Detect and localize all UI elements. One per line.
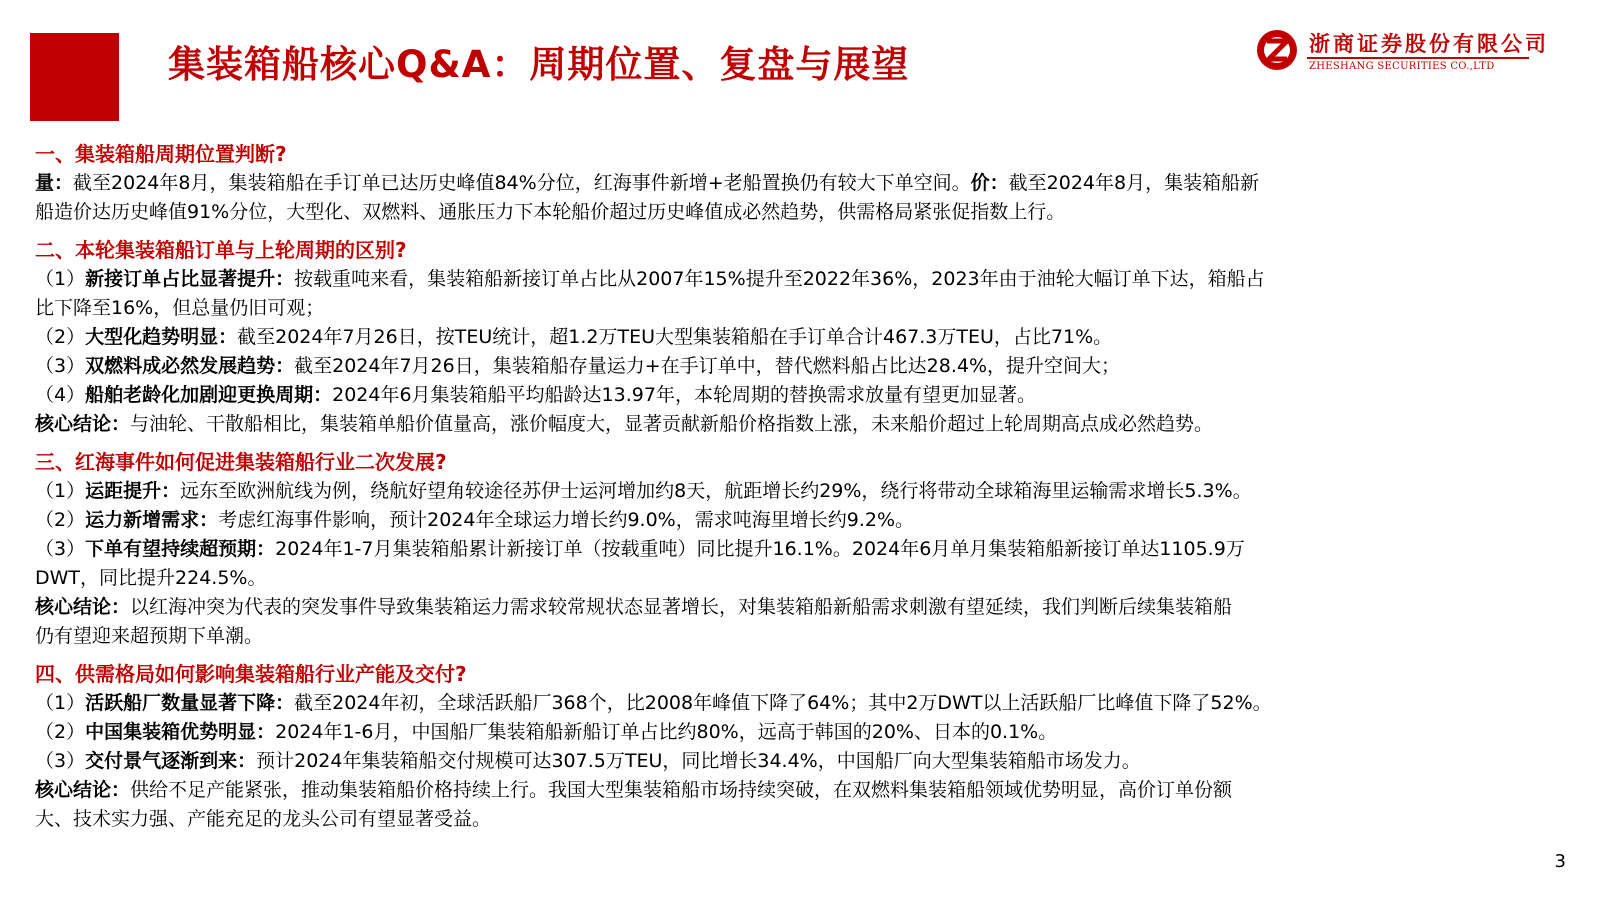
logo-company-name-cn: 浙商证券股份有限公司 bbox=[1309, 32, 1549, 56]
body-text: 截至2024年7月26日，按TEU统计，超1.2万TEU大型集装箱船在手订单合计467.3万TEU，占比71%。 bbox=[237, 326, 1113, 348]
title-accent-block bbox=[30, 33, 119, 121]
body-text: （3） bbox=[35, 538, 86, 560]
body-text: （1） bbox=[35, 480, 86, 502]
body-text: 截至2024年7月26日，集装箱船存量运力+在手订单中，替代燃料船占比达28.4%，提升空间大； bbox=[294, 355, 1121, 377]
body-text: （4） bbox=[35, 384, 86, 406]
paragraph-line bbox=[35, 718, 1555, 747]
bold-label: 量： bbox=[35, 172, 74, 194]
paragraph-line bbox=[35, 689, 1555, 718]
section-gap bbox=[35, 651, 1555, 659]
paragraph-line bbox=[35, 352, 1555, 381]
body-text: 2024年1-7月集装箱船累计新接订单（按载重吨）同比提升16.1%。2024年6月单月集装箱船新接订单达1105.9万 bbox=[275, 538, 1245, 560]
section-heading: 三、红海事件如何促进集装箱船行业二次发展? bbox=[35, 450, 447, 474]
paragraph-line bbox=[35, 410, 1555, 439]
body-text: 大、技术实力强、产能充足的龙头公司有望显著受益。 bbox=[35, 808, 492, 830]
logo-company-name-en: ZHESHANG SECURITIES CO.,LTD bbox=[1309, 61, 1495, 72]
body-text: （2） bbox=[35, 721, 86, 743]
body-text: 预计2024年集装箱船交付规模可达307.5万TEU，同比增长34.4%，中国船厂向大型集装箱船市场发力。 bbox=[256, 750, 1141, 772]
body-text: 截至2024年初，全球活跃船厂368个，比2008年峰值下降了64%；其中2万DWT以上活跃船厂比峰值下降了52%。 bbox=[294, 692, 1272, 714]
section-heading: 四、供需格局如何影响集装箱船行业产能及交付? bbox=[35, 662, 467, 686]
paragraph-line bbox=[35, 776, 1555, 805]
bold-label: 新接订单占比显著提升： bbox=[85, 268, 295, 290]
paragraph-line bbox=[35, 622, 1555, 651]
body-text: 比下降至16%，但总量仍旧可观； bbox=[35, 297, 325, 319]
page-number: 3 bbox=[1554, 851, 1566, 872]
paragraph-line bbox=[35, 564, 1555, 593]
body-text: 截至2024年8月，集装箱船在手订单已达历史峰值84%分位，红海事件新增+老船置换仍有较大下单空间。 bbox=[73, 172, 971, 194]
body-text: （2） bbox=[35, 326, 86, 348]
body-text: DWT，同比提升224.5%。 bbox=[35, 567, 267, 589]
body-text: 以红海冲突为代表的突发事件导致集装箱运力需求较常规状态显著增长，对集装箱船新船需求刺激有望延续，我们判断后续集装箱船 bbox=[130, 596, 1233, 618]
paragraph-line bbox=[35, 198, 1555, 227]
bold-label: 下单有望持续超预期： bbox=[85, 538, 276, 560]
body-text: 与油轮、干散船相比，集装箱单船价值量高，涨价幅度大，显著贡献新船价格指数上涨，未来船价超过上轮周期高点成必然趋势。 bbox=[130, 413, 1214, 435]
body-text: 远东至欧洲航线为例，绕航好望角较途径苏伊士运河增加约8天，航距增长约29%，绕行将带动全球箱海里运输需求增长5.3%。 bbox=[180, 480, 1252, 502]
paragraph-line bbox=[35, 747, 1555, 776]
body-text: 考虑红海事件影响，预计2024年全球运力增长约9.0%，需求吨海里增长约9.2%。 bbox=[218, 509, 915, 531]
paragraph-line bbox=[35, 593, 1555, 622]
bold-label: 活跃船厂数量显著下降： bbox=[85, 692, 295, 714]
section-heading: 二、本轮集装箱船订单与上轮周期的区别? bbox=[35, 238, 407, 262]
body-text: 仍有望迎来超预期下单潮。 bbox=[35, 625, 264, 647]
bold-label: 双燃料成必然发展趋势： bbox=[85, 355, 295, 377]
bold-label: 价： bbox=[970, 172, 1009, 194]
bold-label: 交付景气逐渐到来： bbox=[85, 750, 257, 772]
logo-divider bbox=[1307, 57, 1529, 59]
bold-label: 核心结论： bbox=[35, 779, 131, 801]
body-text: （2） bbox=[35, 509, 86, 531]
bold-label: 核心结论： bbox=[35, 413, 131, 435]
section-heading: 一、集装箱船周期位置判断? bbox=[35, 142, 287, 166]
bold-label: 运距提升： bbox=[85, 480, 181, 502]
bold-label: 大型化趋势明显： bbox=[85, 326, 238, 348]
section-gap bbox=[35, 227, 1555, 235]
zheshang-logo-icon bbox=[1255, 28, 1299, 72]
paragraph-line bbox=[35, 381, 1555, 410]
page-title: 集装箱船核心Q&A：周期位置、复盘与展望 bbox=[168, 43, 910, 86]
body-text: 供给不足产能紧张，推动集装箱船价格持续上行。我国大型集装箱船市场持续突破，在双燃料集装箱船领域优势明显，高价订单份额 bbox=[130, 779, 1233, 801]
paragraph-line bbox=[35, 294, 1555, 323]
paragraph-line bbox=[35, 805, 1555, 834]
body-text: 2024年1-6月，中国船厂集装箱船新船订单占比约80%，远高于韩国的20%、日本的0.1%。 bbox=[275, 721, 1058, 743]
body-text: （1） bbox=[35, 692, 86, 714]
body-text: （3） bbox=[35, 355, 86, 377]
bold-label: 核心结论： bbox=[35, 596, 131, 618]
paragraph-line bbox=[35, 323, 1555, 352]
paragraph-line bbox=[35, 506, 1555, 535]
body-text: （3） bbox=[35, 750, 86, 772]
body-text: 按载重吨来看，集装箱船新接订单占比从2007年15%提升至2022年36%，2023年由于油轮大幅订单下达，箱船占 bbox=[294, 268, 1265, 290]
bold-label: 船舶老龄化加剧迎更换周期： bbox=[85, 384, 333, 406]
paragraph-line bbox=[35, 477, 1555, 506]
body-text: 船造价达历史峰值91%分位，大型化、双燃料、通胀压力下本轮船价超过历史峰值成必然趋势，供需格局紧张促指数上行。 bbox=[35, 201, 1066, 223]
body-text: （1） bbox=[35, 268, 86, 290]
paragraph-line bbox=[35, 169, 1555, 198]
paragraph-line bbox=[35, 535, 1555, 564]
paragraph-line bbox=[35, 265, 1555, 294]
body-text: 2024年6月集装箱船平均船龄达13.97年，本轮周期的替换需求放量有望更加显著。 bbox=[332, 384, 1036, 406]
main-content bbox=[35, 139, 1555, 834]
bold-label: 运力新增需求： bbox=[85, 509, 219, 531]
section-gap bbox=[35, 439, 1555, 447]
body-text: 截至2024年8月，集装箱船新 bbox=[1008, 172, 1260, 194]
bold-label: 中国集装箱优势明显： bbox=[85, 721, 276, 743]
company-logo bbox=[1255, 24, 1555, 78]
